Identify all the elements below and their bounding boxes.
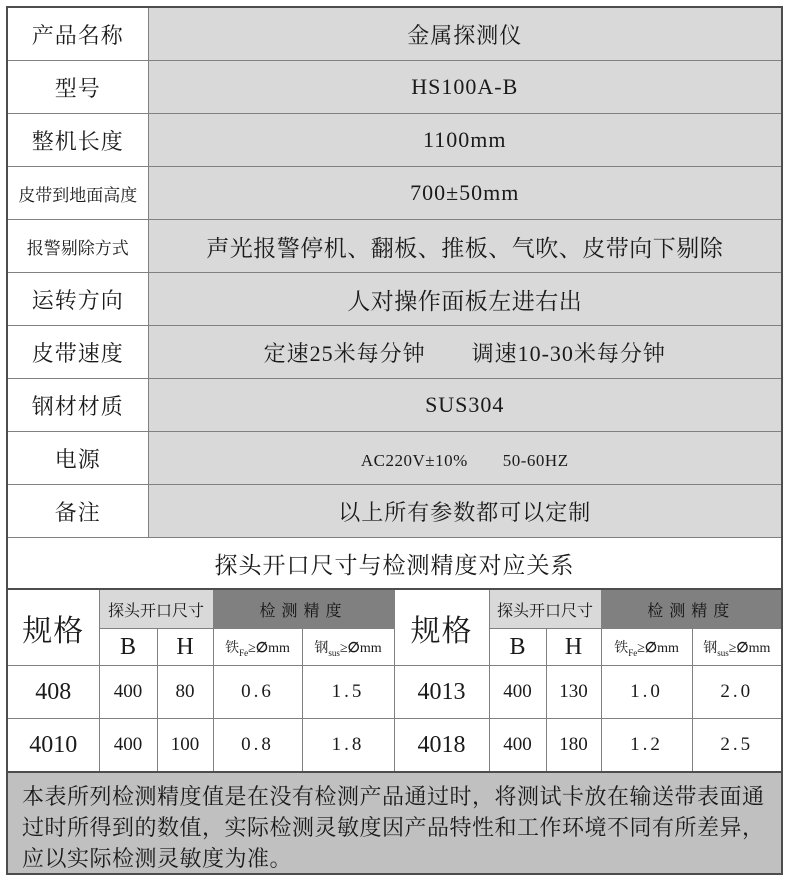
spec-label: 皮带到地面高度 <box>7 167 148 220</box>
cell-spec: 408 <box>7 666 99 719</box>
spec-value: 以上所有参数都可以定制 <box>148 485 782 538</box>
cell-b: 400 <box>489 666 546 719</box>
spec-value: 定速25米每分钟 调速10-30米每分钟 <box>148 326 782 379</box>
cell-sus: 2.0 <box>692 666 782 719</box>
cell-fe: 1.0 <box>601 666 692 719</box>
header-opening-size: 探头开口尺寸 <box>99 589 213 629</box>
spec-label: 备注 <box>7 485 148 538</box>
spec-row-direction <box>7 273 782 326</box>
spec-label: 皮带速度 <box>7 326 148 379</box>
footnote: 本表所列检测精度值是在没有检测产品通过时，将测试卡放在输送带表面通过时所得到的数值，实际检测灵敏度因产品特性和工作环境不同有所差异，应以实际检测灵敏度为准。 <box>6 771 783 875</box>
spec-row-belt-speed <box>7 326 782 379</box>
spec-row-belt-height <box>7 167 782 220</box>
spec-label: 电源 <box>7 432 148 485</box>
cell-b: 400 <box>99 719 157 773</box>
cell-sus: 1.5 <box>302 666 394 719</box>
precision-data-row <box>7 719 782 773</box>
precision-table <box>6 588 783 773</box>
header-iron-precision: 铁$_{Fe}$≥∅mm <box>601 629 692 666</box>
precision-data-row <box>7 666 782 719</box>
header-spec: 规格 <box>7 589 99 666</box>
cell-spec: 4013 <box>394 666 489 719</box>
spec-row-remarks <box>7 485 782 538</box>
spec-value: 金属探测仪 <box>148 7 782 61</box>
header-spec: 规格 <box>394 589 489 666</box>
header-b: B <box>489 629 546 666</box>
spec-value: HS100A-B <box>148 61 782 114</box>
cell-h: 180 <box>546 719 601 773</box>
precision-section-title-row <box>7 538 782 590</box>
header-h: H <box>157 629 213 666</box>
cell-h: 130 <box>546 666 601 719</box>
spec-value: AC220V±10% 50-60HZ <box>148 432 782 485</box>
spec-row-model <box>7 61 782 114</box>
cell-sus: 2.5 <box>692 719 782 773</box>
header-steel-precision: 钢$_{sus}$≥∅mm <box>302 629 394 666</box>
spec-value: 人对操作面板左进右出 <box>148 273 782 326</box>
cell-b: 400 <box>99 666 157 719</box>
header-iron-precision: 铁$_{Fe}$≥∅mm <box>213 629 302 666</box>
spec-label: 产品名称 <box>7 7 148 61</box>
spec-sheet <box>6 6 783 875</box>
spec-row-alarm-reject <box>7 220 782 273</box>
product-spec-table <box>6 6 783 590</box>
cell-fe: 0.8 <box>213 719 302 773</box>
spec-row-length <box>7 114 782 167</box>
header-detection-precision: 检测精度 <box>213 589 394 629</box>
spec-label: 整机长度 <box>7 114 148 167</box>
header-b: B <box>99 629 157 666</box>
cell-h: 100 <box>157 719 213 773</box>
header-h: H <box>546 629 601 666</box>
spec-label: 型号 <box>7 61 148 114</box>
spec-value: 声光报警停机、翻板、推板、气吹、皮带向下剔除 <box>148 220 782 273</box>
cell-b: 400 <box>489 719 546 773</box>
spec-label: 运转方向 <box>7 273 148 326</box>
cell-fe: 0.6 <box>213 666 302 719</box>
cell-spec: 4010 <box>7 719 99 773</box>
spec-label: 钢材材质 <box>7 379 148 432</box>
header-opening-size: 探头开口尺寸 <box>489 589 601 629</box>
spec-label: 报警剔除方式 <box>7 220 148 273</box>
precision-header-row-1 <box>7 589 782 629</box>
spec-value: 700±50mm <box>148 167 782 220</box>
section-title: 探头开口尺寸与检测精度对应关系 <box>7 538 782 590</box>
cell-sus: 1.8 <box>302 719 394 773</box>
cell-fe: 1.2 <box>601 719 692 773</box>
header-steel-precision: 钢$_{sus}$≥∅mm <box>692 629 782 666</box>
spec-row-product-name <box>7 7 782 61</box>
cell-h: 80 <box>157 666 213 719</box>
cell-spec: 4018 <box>394 719 489 773</box>
spec-value: SUS304 <box>148 379 782 432</box>
spec-row-power <box>7 432 782 485</box>
spec-value: 1100mm <box>148 114 782 167</box>
header-detection-precision: 检测精度 <box>601 589 782 629</box>
spec-row-material <box>7 379 782 432</box>
